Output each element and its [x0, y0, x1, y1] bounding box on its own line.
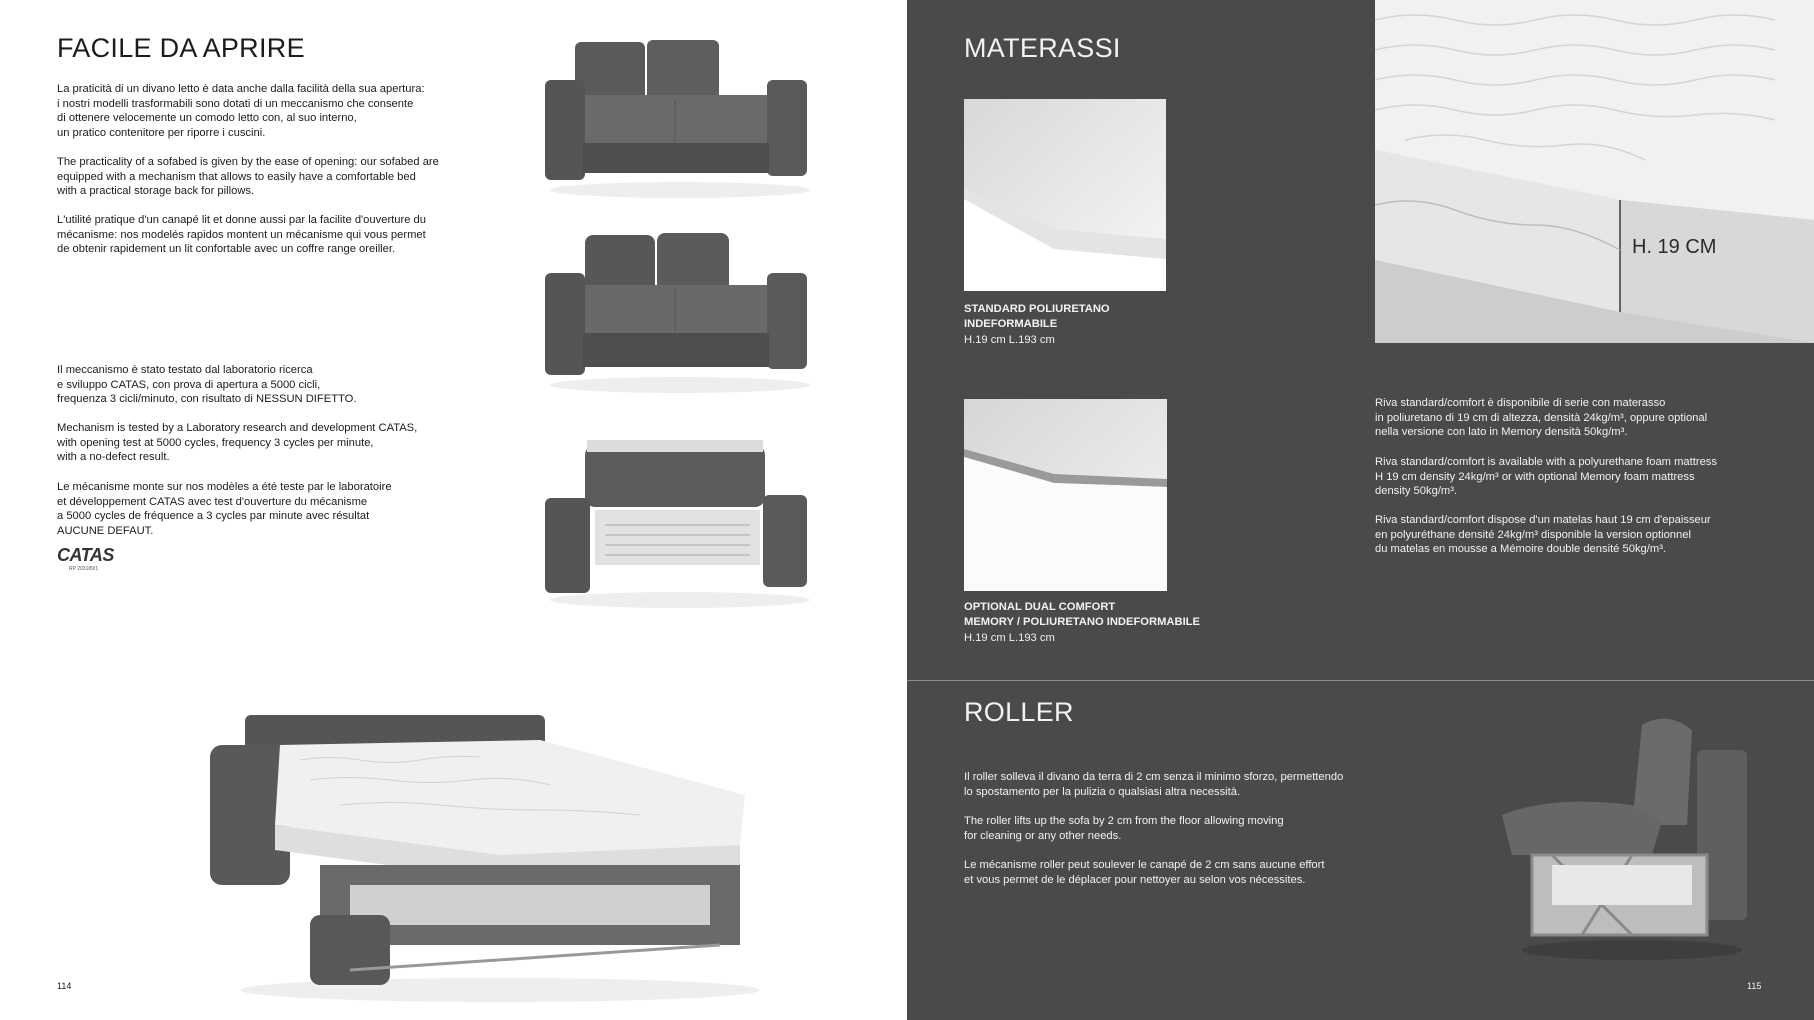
mattress-closeup-image — [1375, 0, 1814, 343]
mattress-desc-french: Riva standard/comfort dispose d'un matelas haut 19 cm d'epaisseur en polyuréthane densité 24kg/m³ disponible la version optionnel du matelas en mousse a Mémoire double densité 50kg/m³. — [1375, 514, 1711, 556]
catas-code: RP 203189/1 — [69, 566, 99, 572]
roller-french: Le mécanisme roller peut soulever le canapé de 2 cm sans aucune effort et vous permet de le déplacer pour nettoyer au selon vos nécessites. — [964, 859, 1325, 886]
catas-logo-text: CATAS — [57, 545, 114, 565]
mattress-desc-italian: Riva standard/comfort è disponibile di serie con materasso in poliuretano di 19 cm di altezza, densità 24kg/m³, oppure optional nella versione con lato in Memory densità 50kg/m³. — [1375, 397, 1708, 439]
roller-italian: Il roller solleva il divano da terra di 2 cm senza il minimo sforzo, permettendo lo spostamento per la pulizia o qualsiasi altra necessità. — [964, 771, 1344, 798]
intro-english: The practicality of a sofabed is given by the ease of opening: our sofabed are equipped with a mechanism that allows to easily have a comfortable bed with a practical storage back for pillows. — [57, 156, 439, 198]
page-number-left: 114 — [57, 981, 72, 991]
mattress-standard-name: STANDARD POLIURETANO INDEFORMABILE — [964, 303, 1110, 330]
roller-english: The roller lifts up the sofa by 2 cm from the floor allowing moving for cleaning or any other needs. — [964, 815, 1284, 842]
test-french: Le mécanisme monte sur nos modèles a été teste par le laboratoire et développement CATAS avec test d'ouverture du mécanisme a 5000 cycles de fréquence a 3 cycles par minute avec résultat AUCUNE DEFAUT. — [57, 481, 392, 537]
intro-french: L'utilité pratique d'un canapé lit et donne aussi par la facilite d'ouverture du mécanisme: nos modelés rapidos montent un mécanisme qui vous permet de obtenir rapidement un lit confortable avec un coffre range oreiller. — [57, 214, 426, 256]
mattress-dual-comfort-name: OPTIONAL DUAL COMFORT MEMORY / POLIURETANO INDEFORMABILE — [964, 601, 1200, 628]
sofa-opening-image — [535, 225, 820, 395]
intro-italian: La praticità di un divano letto è data anche dalla facilità della sua apertura: i nostri modelli trasformabili sono dotati di un meccanismo che consente di ottenere velocemente un comodo letto con, al suo interno, un pratico contenitore per riporre i cuscini. — [57, 83, 425, 139]
page-number-right: 115 — [1747, 981, 1762, 991]
catas-logo — [57, 545, 127, 575]
section-divider — [907, 680, 1814, 681]
section-title-materassi: MATERASSI — [964, 33, 1121, 63]
mattress-dual-comfort-image — [964, 399, 1167, 591]
mattress-height-label: H. 19 CM — [1632, 236, 1717, 258]
sofa-bed-open-image — [200, 705, 770, 1005]
mattress-standard-size: H.19 cm L.193 cm — [964, 334, 1055, 346]
mattress-dual-comfort-size: H.19 cm L.193 cm — [964, 632, 1055, 644]
mattress-desc-english: Riva standard/comfort is available with a polyurethane foam mattress H 19 cm density 24kg/m³ or with optional Memory foam mattress density 50kg/m³. — [1375, 456, 1717, 498]
test-english: Mechanism is tested by a Laboratory research and development CATAS, with opening test at 5000 cycles, frequency 3 cycles per minute, with a no-defect result. — [57, 422, 418, 464]
roller-sofa-image — [1492, 705, 1772, 965]
sofa-mechanism-image — [535, 440, 820, 610]
test-italian: Il meccanismo è stato testato dal laboratorio ricerca e sviluppo CATAS, con prova di apertura a 5000 cicli, frequenza 3 cicli/minuto, con risultato di NESSUN DIFETTO. — [57, 364, 357, 406]
right-page — [907, 0, 1814, 1020]
section-title-roller: ROLLER — [964, 697, 1074, 727]
section-title-facile: FACILE DA APRIRE — [57, 33, 305, 63]
sofa-closed-image — [535, 30, 820, 200]
mattress-standard-image — [964, 99, 1166, 291]
